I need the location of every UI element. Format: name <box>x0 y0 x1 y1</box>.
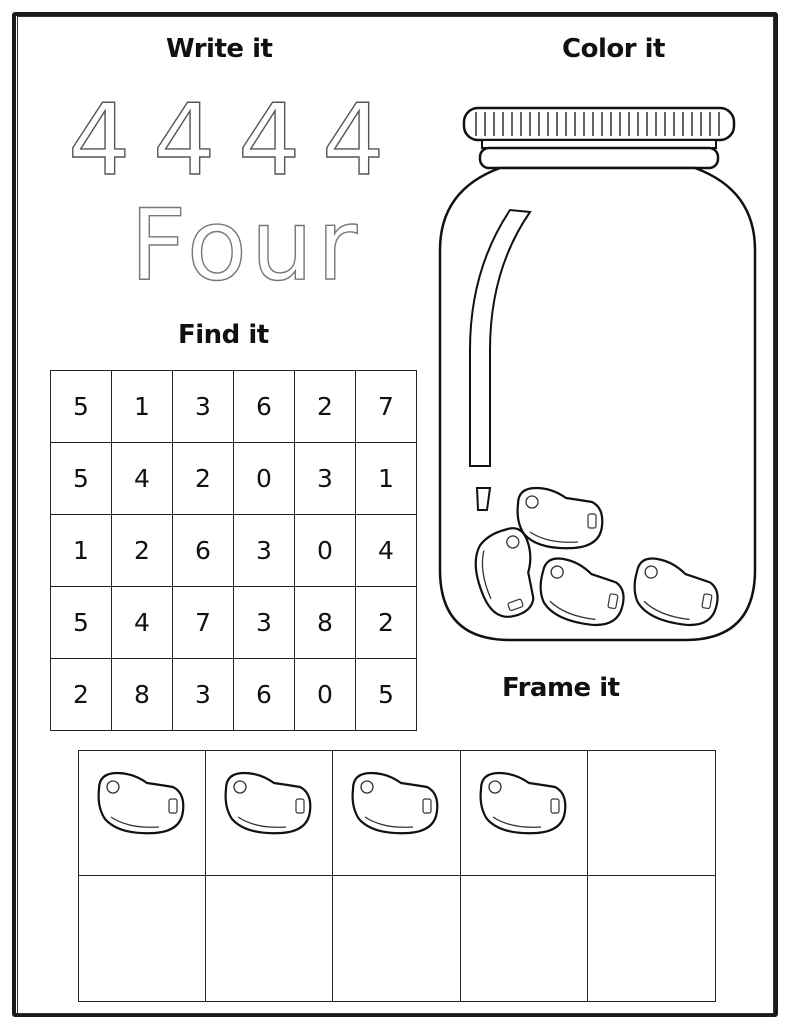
find-it-heading: Find it <box>178 320 269 350</box>
ten-frame-cell[interactable] <box>206 751 333 876</box>
ten-frame-cell[interactable] <box>79 876 206 1001</box>
ten-frame-cell[interactable] <box>588 751 715 876</box>
bean-icon <box>216 769 316 841</box>
grid-row <box>51 587 417 659</box>
grid-cell[interactable]: 5 <box>356 659 417 731</box>
grid-cell[interactable]: 8 <box>112 659 173 731</box>
write-it-heading: Write it <box>166 34 273 64</box>
grid-cell[interactable]: 5 <box>51 371 112 443</box>
grid-cell[interactable]: 1 <box>112 371 173 443</box>
grid-cell[interactable]: 1 <box>51 515 112 587</box>
grid-row <box>51 371 417 443</box>
ten-frame-cell[interactable] <box>333 751 460 876</box>
bean-icon <box>471 769 571 841</box>
trace-word[interactable]: Four <box>130 189 362 303</box>
ten-frame-cell[interactable] <box>79 751 206 876</box>
frame-it-heading: Frame it <box>502 673 620 703</box>
grid-cell[interactable]: 6 <box>234 659 295 731</box>
find-it-grid <box>50 370 417 731</box>
grid-cell[interactable]: 8 <box>295 587 356 659</box>
grid-cell[interactable]: 3 <box>234 587 295 659</box>
grid-cell[interactable]: 2 <box>295 371 356 443</box>
jar-icon[interactable] <box>430 100 765 650</box>
ten-frame-cell[interactable] <box>206 876 333 1001</box>
grid-cell[interactable]: 0 <box>295 659 356 731</box>
trace-digit-4[interactable]: 4 <box>322 84 385 198</box>
color-it-heading: Color it <box>562 34 665 64</box>
bean-icon <box>89 769 189 841</box>
ten-frame-cell[interactable] <box>461 751 588 876</box>
grid-cell[interactable]: 4 <box>112 443 173 515</box>
grid-cell[interactable]: 3 <box>173 659 234 731</box>
grid-row <box>51 443 417 515</box>
grid-row <box>51 659 417 731</box>
trace-digit-3[interactable]: 4 <box>238 84 301 198</box>
grid-cell[interactable]: 5 <box>51 587 112 659</box>
grid-cell[interactable]: 5 <box>51 443 112 515</box>
ten-frame-cell[interactable] <box>588 876 715 1001</box>
grid-cell[interactable]: 3 <box>234 515 295 587</box>
ten-frame-cell[interactable] <box>461 876 588 1001</box>
grid-cell[interactable]: 2 <box>173 443 234 515</box>
ten-frame-cell[interactable] <box>333 876 460 1001</box>
grid-cell[interactable]: 0 <box>234 443 295 515</box>
grid-cell[interactable]: 6 <box>173 515 234 587</box>
grid-cell[interactable]: 4 <box>356 515 417 587</box>
bean-icon <box>343 769 443 841</box>
grid-cell[interactable]: 1 <box>356 443 417 515</box>
grid-cell[interactable]: 0 <box>295 515 356 587</box>
grid-cell[interactable]: 3 <box>295 443 356 515</box>
grid-cell[interactable]: 2 <box>356 587 417 659</box>
grid-row <box>51 515 417 587</box>
grid-cell[interactable]: 6 <box>234 371 295 443</box>
grid-cell[interactable]: 7 <box>173 587 234 659</box>
trace-digit-1[interactable]: 4 <box>68 84 131 198</box>
grid-cell[interactable]: 3 <box>173 371 234 443</box>
grid-cell[interactable]: 2 <box>51 659 112 731</box>
grid-cell[interactable]: 2 <box>112 515 173 587</box>
trace-digit-2[interactable]: 4 <box>153 84 216 198</box>
grid-cell[interactable]: 4 <box>112 587 173 659</box>
grid-cell[interactable]: 7 <box>356 371 417 443</box>
ten-frame <box>78 750 716 1002</box>
